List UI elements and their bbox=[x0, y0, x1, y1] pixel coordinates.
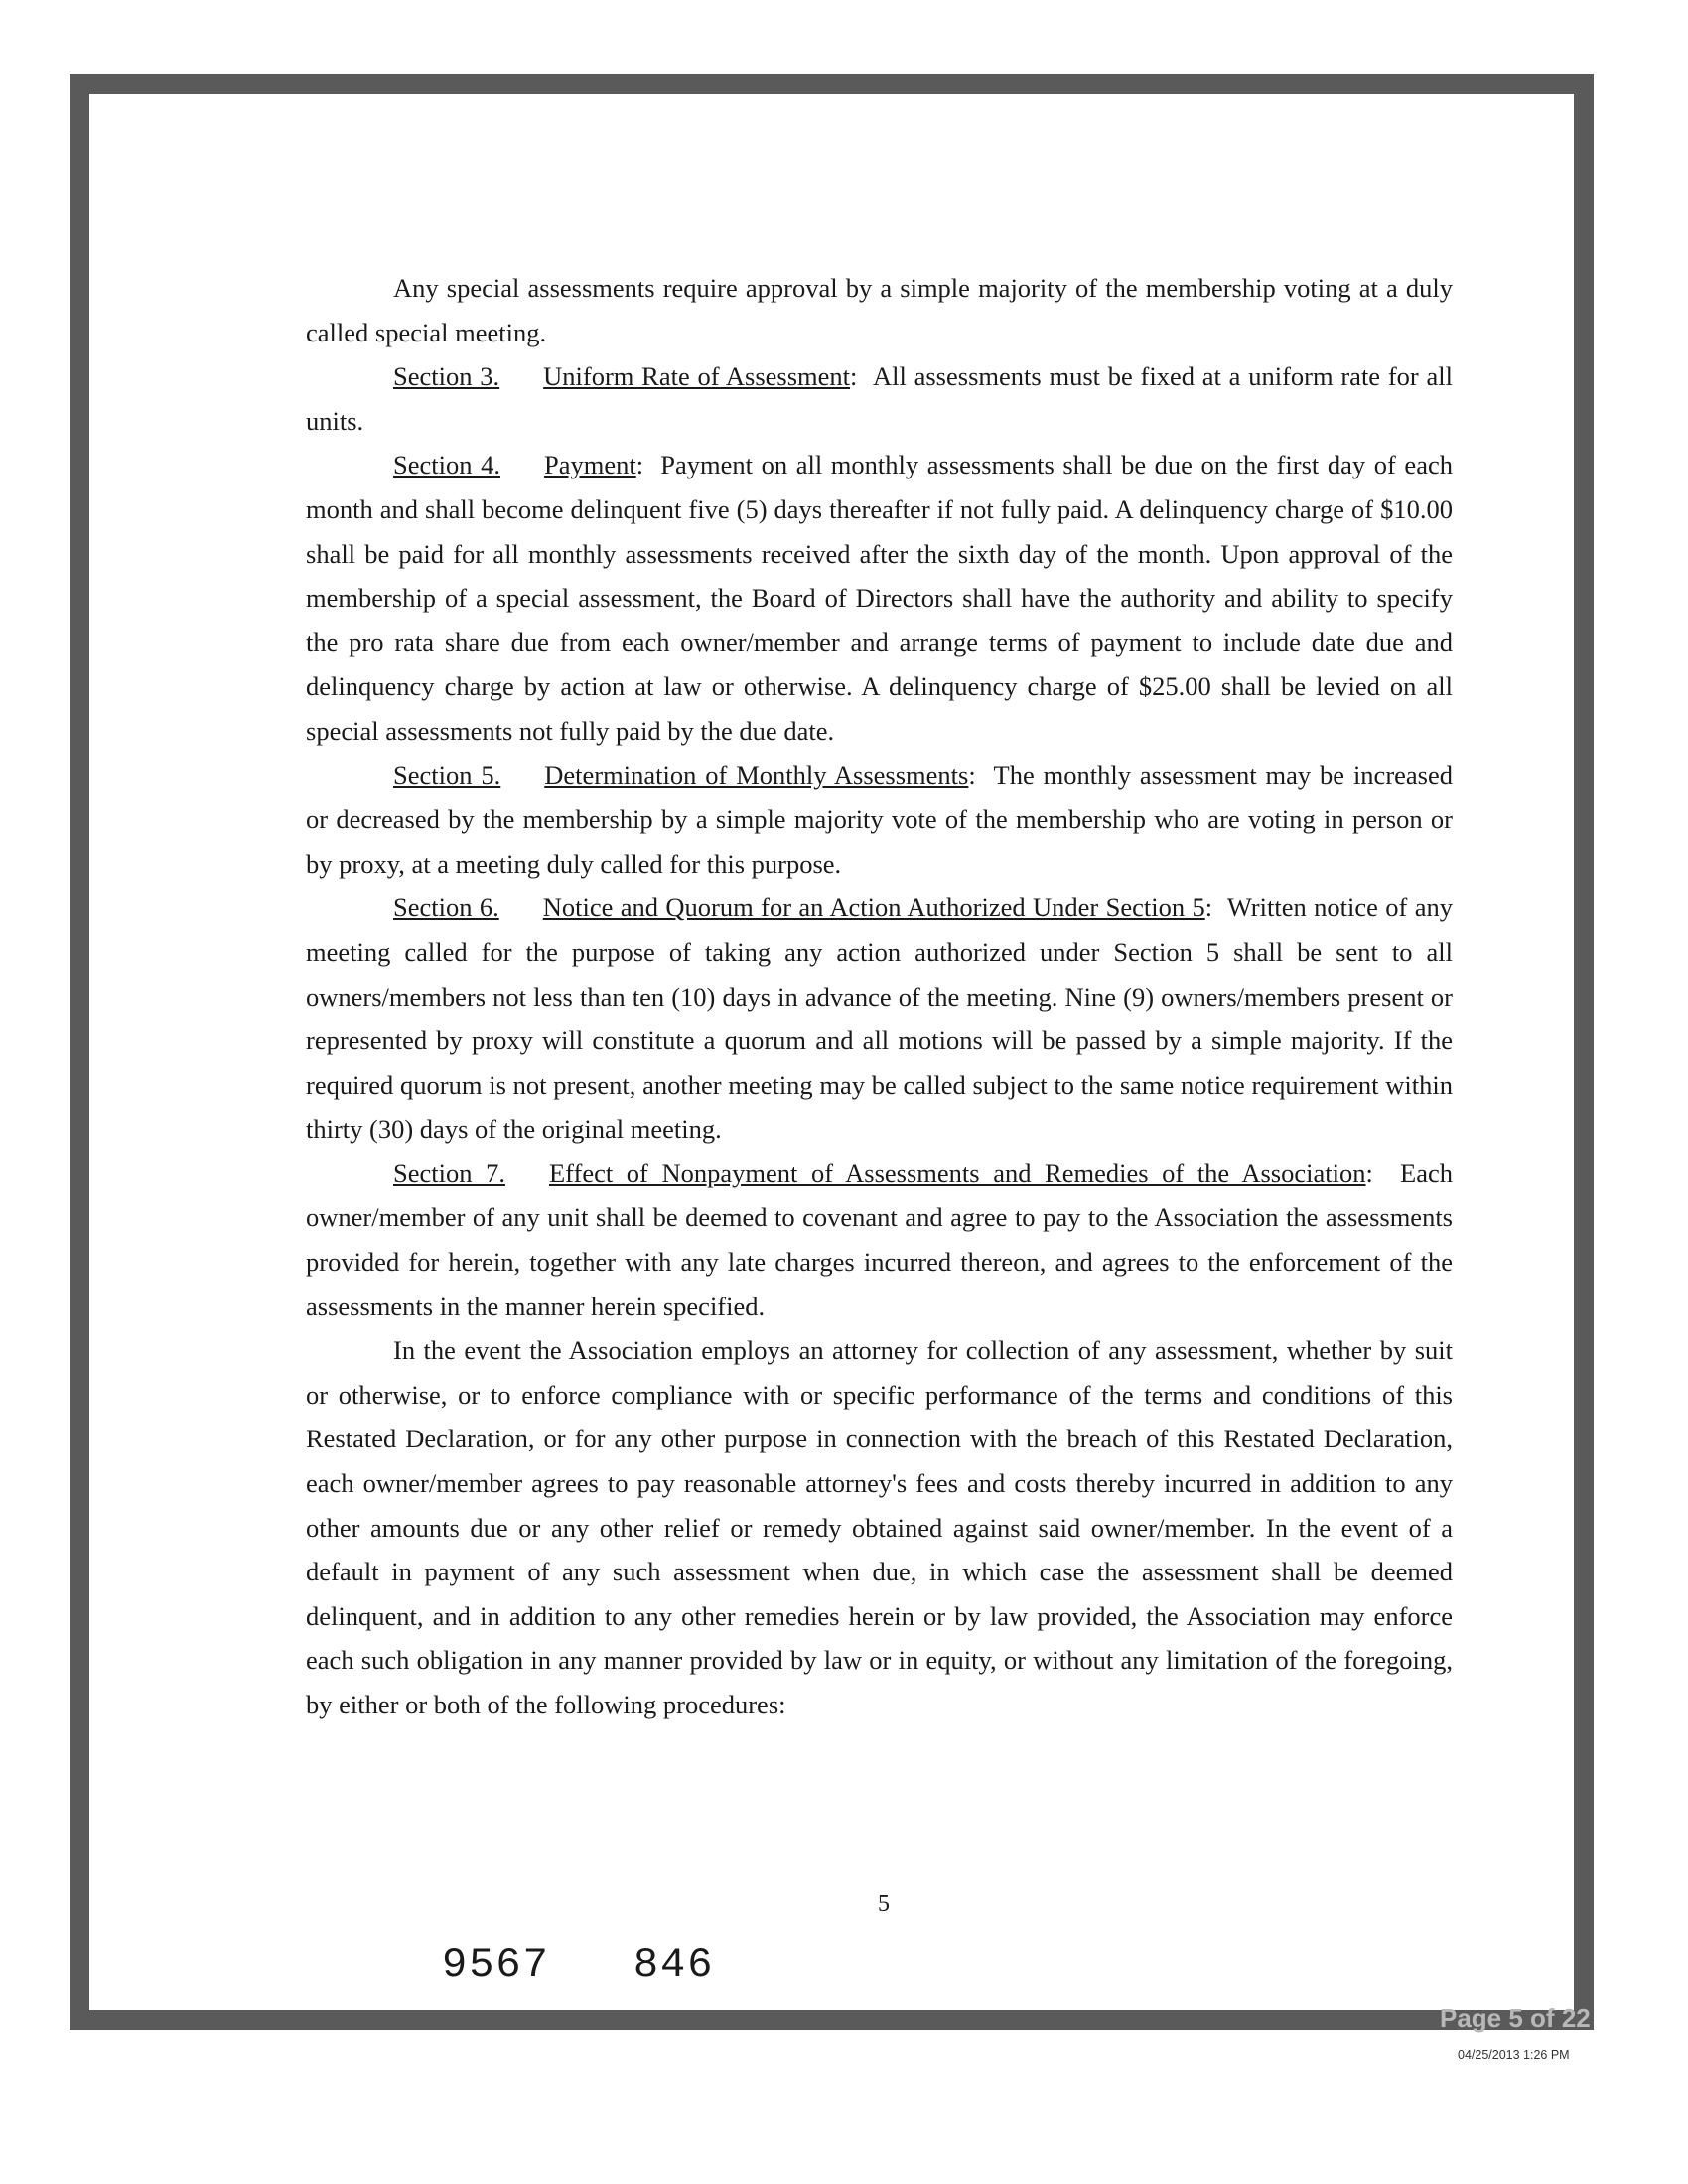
section-3-text: All assessments must be fixed at a uniform rate for all units. bbox=[306, 361, 1453, 436]
section-7-paragraph: Section 7. Effect of Nonpayment of Assessments and Remedies of the Association: Each owner/member of any unit shall be deemed to covenant and agree to pay to the Association the assessments provided for herein, together with any late charges incurred thereon, and agrees to the enforcement of the assessments in the manner herein specified. bbox=[306, 1158, 1453, 1321]
section-7-label: Section 7. bbox=[393, 1158, 505, 1188]
section-7-title: Effect of Nonpayment of Assessments and Remedies of the Association bbox=[548, 1158, 1366, 1188]
recording-page: 846 bbox=[633, 1941, 715, 1988]
final-paragraph: In the event the Association employs an attorney for collection of any assessment, whether by suit or otherwise, or to enforce compliance with or specific performance of the terms and conditions of this Restated Declaration, or for any other purpose in connection with the breach of this Restated Declaration, each owner/member agrees to pay reasonable attorney's fees and costs thereby incurred in addition to any other amounts due or any other relief or remedy obtained against said owner/member. In the event of a default in payment of any such assessment when due, in which case the assessment shall be deemed delinquent, and in addition to any other remedies herein or by law provided, the Association may enforce each such obligation in any manner provided by law or in equity, or without any limitation of the foregoing, by either or both of the following procedures: bbox=[306, 1335, 1453, 1719]
section-7-text: Each owner/member of any unit shall be deemed to covenant and agree to pay to the Association the assessments provided for herein, together with any late charges incurred thereon, and agrees to the enforcement of the assessments in the manner herein specified. bbox=[306, 1158, 1453, 1321]
recording-number bbox=[442, 1941, 714, 1988]
section-4-label: Section 4. bbox=[393, 450, 500, 480]
section-6-title: Notice and Quorum for an Action Authorized Under Section 5 bbox=[542, 892, 1205, 923]
document-body bbox=[306, 266, 1453, 1727]
section-5-title: Determination of Monthly Assessments bbox=[544, 759, 969, 790]
section-4-text: Payment on all monthly assessments shall be due on the first day of each month and shall become delinquent five (5) days thereafter if not fully paid. A delinquency charge of $10.00 shall be paid for all monthly assessments received after the sixth day of the month. Upon approval of the membership of a special assessment, the Board of Directors shall have the authority and ability to specify the pro rata share due from each owner/member and arrange terms of payment to include date due and delinquency charge by action at law or otherwise. A delinquency charge of $25.00 shall be levied on all special assessments not fully paid by the due date. bbox=[306, 450, 1453, 746]
section-6-label: Section 6. bbox=[393, 892, 499, 923]
section-5-label: Section 5. bbox=[393, 759, 501, 790]
page-of-stamp: Page 5 of 22 bbox=[1440, 2003, 1591, 2033]
section-4-paragraph: Section 4. Payment: Payment on all monthly assessments shall be due on the first day of each month and shall become delinquent five (5) days thereafter if not fully paid. A delinquency charge of $10.00 shall be paid for all monthly assessments received after the sixth day of the month. Upon approval of the membership of a special assessment, the Board of Directors shall have the authority and ability to specify the pro rata share due from each owner/member and arrange terms of payment to include date due and delinquency charge by action at law or otherwise. A delinquency charge of $25.00 shall be levied on all special assessments not fully paid by the due date. bbox=[306, 450, 1453, 746]
intro-paragraph: Any special assessments require approval by a simple majority of the membership voting at a duly called special meeting. bbox=[306, 273, 1453, 347]
section-3-title: Uniform Rate of Assessment bbox=[543, 361, 851, 392]
section-6-text: Written notice of any meeting called for the purpose of taking any action authorized under Section 5 shall be sent to all owners/members not less than ten (10) days in advance of the meeting. Nine (9) owners/members present or represented by proxy will constitute a quorum and all motions will be passed by a simple majority. If the required quorum is not present, another meeting may be called subject to the same notice requirement within thirty (30) days of the original meeting. bbox=[306, 892, 1453, 1145]
recording-book: 9567 bbox=[442, 1941, 550, 1988]
section-3-label: Section 3. bbox=[393, 361, 500, 392]
section-5-text: The monthly assessment may be increased or decreased by the membership by a simple majority vote of the membership who are voting in person or by proxy, at a meeting duly called for this purpose. bbox=[306, 759, 1453, 879]
section-3-paragraph: Section 3. Uniform Rate of Assessment: All assessments must be fixed at a uniform rate for all units. bbox=[306, 361, 1453, 436]
section-5-paragraph: Section 5. Determination of Monthly Assessments: The monthly assessment may be increased or decreased by the membership by a simple majority vote of the membership who are voting in person or by proxy, at a meeting duly called for this purpose. bbox=[306, 759, 1453, 879]
section-4-title: Payment bbox=[543, 450, 636, 480]
print-timestamp: 04/25/2013 1:26 PM bbox=[1458, 2048, 1570, 2062]
page-number: 5 bbox=[878, 1891, 890, 1917]
section-6-paragraph: Section 6. Notice and Quorum for an Action Authorized Under Section 5: Written notice of any meeting called for the purpose of taking any action authorized under Section 5 shall be sent to all owners/members not less than ten (10) days in advance of the meeting. Nine (9) owners/members present or represented by proxy will constitute a quorum and all motions will be passed by a simple majority. If the required quorum is not present, another meeting may be called subject to the same notice requirement within thirty (30) days of the original meeting. bbox=[306, 892, 1453, 1145]
